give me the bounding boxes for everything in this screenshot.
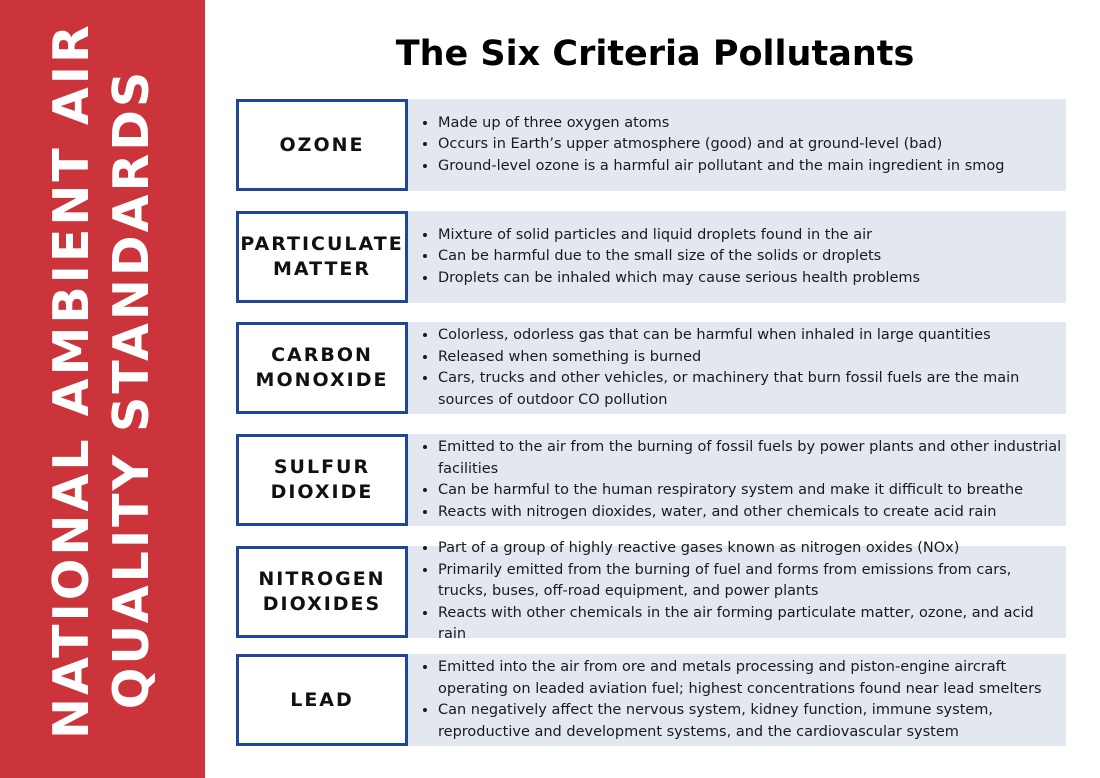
pollutant-row-nitrogen-dioxides — [236, 540, 1066, 643]
pollutant-label-box — [236, 546, 408, 638]
pollutant-facts — [418, 434, 1063, 526]
pollutant-label-box — [236, 211, 408, 303]
pollutant-name: NITROGEN DIOXIDES — [258, 568, 386, 615]
fact-item: • Reacts with nitrogen dioxides, water, and other chemicals to create acid rain — [438, 502, 1063, 524]
fact-item: • Ground-level ozone is a harmful air pollutant and the main ingredient in smog — [438, 156, 1004, 178]
sidebar-heading — [42, 22, 162, 739]
pollutant-row-sulfur-dioxide — [236, 434, 1066, 526]
pollutant-name: SULFUR DIOXIDE — [270, 456, 374, 503]
pollutant-facts — [418, 211, 1063, 303]
pollutant-row-carbon-monoxide — [236, 322, 1066, 414]
page-title: The Six Criteria Pollutants — [395, 34, 915, 74]
fact-item: • Occurs in Earth’s upper atmosphere (good) and at ground-level (bad) — [438, 134, 1004, 156]
fact-item: • Emitted into the air from ore and metals processing and piston-engine aircraft operating on leaded aviation fuel; highest concentrations found near lead smelters — [438, 657, 1063, 700]
fact-item: • Reacts with other chemicals in the air forming particulate matter, ozone, and acid rain — [438, 603, 1063, 646]
fact-item: • Can be harmful to the human respiratory system and make it difficult to breathe — [438, 480, 1063, 502]
fact-item: • Cars, trucks and other vehicles, or machinery that burn fossil fuels are the main sources of outdoor CO pollution — [438, 368, 1063, 411]
fact-item: • Colorless, odorless gas that can be harmful when inhaled in large quantities — [438, 325, 1063, 347]
fact-item: • Part of a group of highly reactive gases known as nitrogen oxides (NOx) — [438, 538, 1063, 560]
pollutant-facts — [418, 322, 1063, 414]
fact-item: • Emitted to the air from the burning of fossil fuels by power plants and other industrial facilities — [438, 437, 1063, 480]
pollutant-label-box — [236, 322, 408, 414]
pollutant-label-box — [236, 99, 408, 191]
fact-item: • Can negatively affect the nervous system, kidney function, immune system, reproductive and development systems, and the cardiovascular system — [438, 700, 1063, 743]
fact-item: • Primarily emitted from the burning of fuel and forms from emissions from cars, trucks, buses, off-road equipment, and power plants — [438, 560, 1063, 603]
fact-item: • Droplets can be inhaled which may cause serious health problems — [438, 268, 920, 290]
pollutant-label-box — [236, 654, 408, 746]
fact-item: • Released when something is burned — [438, 347, 1063, 369]
fact-item: • Can be harmful due to the small size of the solids or droplets — [438, 246, 920, 268]
pollutant-row-ozone — [236, 99, 1066, 191]
fact-item: • Mixture of solid particles and liquid droplets found in the air — [438, 225, 920, 247]
pollutant-facts — [418, 99, 1063, 191]
pollutant-facts — [418, 654, 1063, 746]
pollutant-row-lead — [236, 654, 1066, 746]
sidebar-banner — [0, 0, 205, 778]
pollutant-name: PARTICULATE MATTER — [240, 233, 404, 280]
sidebar-heading-line-1: NATIONAL AMBIENT AIR — [43, 22, 100, 739]
pollutant-name: OZONE — [279, 133, 365, 156]
sidebar-heading-line-2: QUALITY STANDARDS — [103, 68, 160, 710]
pollutant-label-box — [236, 434, 408, 526]
pollutant-facts — [418, 540, 1063, 643]
pollutant-row-particulate-matter — [236, 211, 1066, 303]
pollutant-name: LEAD — [290, 688, 354, 711]
fact-item: • Made up of three oxygen atoms — [438, 113, 1004, 135]
pollutant-name: CARBON MONOXIDE — [255, 344, 389, 391]
